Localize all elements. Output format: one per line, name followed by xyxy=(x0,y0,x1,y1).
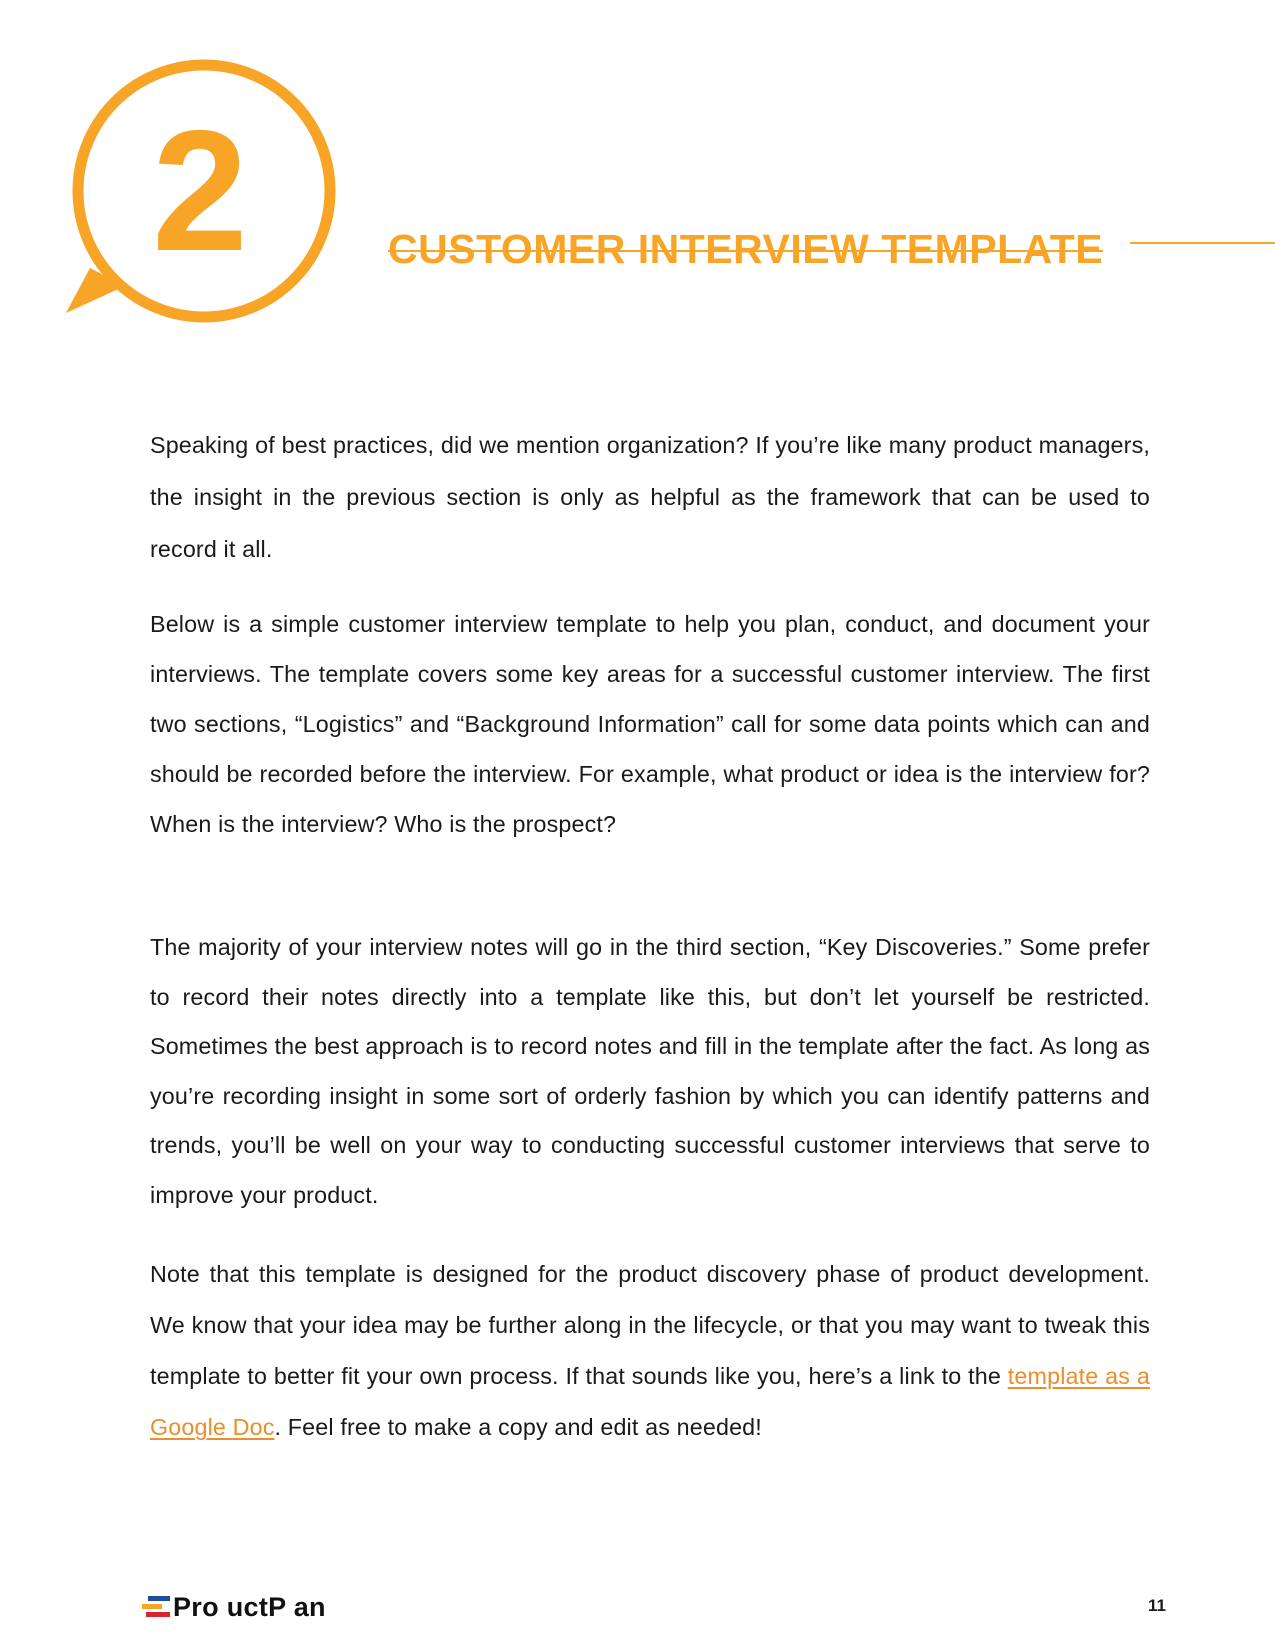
productplan-logo xyxy=(142,1592,326,1622)
page-number: 11 xyxy=(1148,1596,1166,1615)
section-number: 2 xyxy=(152,95,248,287)
body-paragraph-4 xyxy=(150,1249,1150,1453)
logo-text: Pro uctP an xyxy=(173,1591,326,1622)
body-paragraph-1: Speaking of best practices, did we mention organization? If you’re like many product managers, the insight in the previous section is only as helpful as the framework that can be used to record it all. xyxy=(150,432,1150,562)
body-paragraph-2: Below is a simple customer interview template to help you plan, conduct, and document your interviews. The template covers some key areas for a successful customer interview. The first two sections, “Logistics” and “Background Information” call for some data points which can and should be recorded before the interview. For example, what product or idea is the interview for? When is the interview? Who is the prospect? xyxy=(150,611,1150,837)
paragraph-4-text-end: . Feel free to make a copy and edit as needed! xyxy=(274,1414,762,1440)
page-title: CUSTOMER INTERVIEW TEMPLATE xyxy=(388,226,1104,272)
paragraph-4-text-start: Note that this template is designed for the product discovery phase of product development. We know that your idea may be further along in the lifecycle, or that you may want to tweak this template to better fit your own process. If that sounds like you, here’s a link to the xyxy=(150,1261,1150,1389)
body-paragraph-3: The majority of your interview notes will go in the third section, “Key Discoveries.” Some prefer to record their notes directly into a template like this, but don’t let yourself be restricted. Sometimes the best approach is to record notes and fill in the template after the fact. As long as you’re recording insight in some sort of orderly fashion by which you can identify patterns and trends, you’ll be well on your way to conducting successful customer interviews that serve to improve your product. xyxy=(150,934,1150,1208)
google-doc-template-link[interactable]: template as a Google Doc xyxy=(150,1363,1151,1440)
speech-bubble-icon xyxy=(60,58,350,328)
productplan-logo-icon xyxy=(142,1596,170,1618)
title-rule xyxy=(1130,242,1275,244)
